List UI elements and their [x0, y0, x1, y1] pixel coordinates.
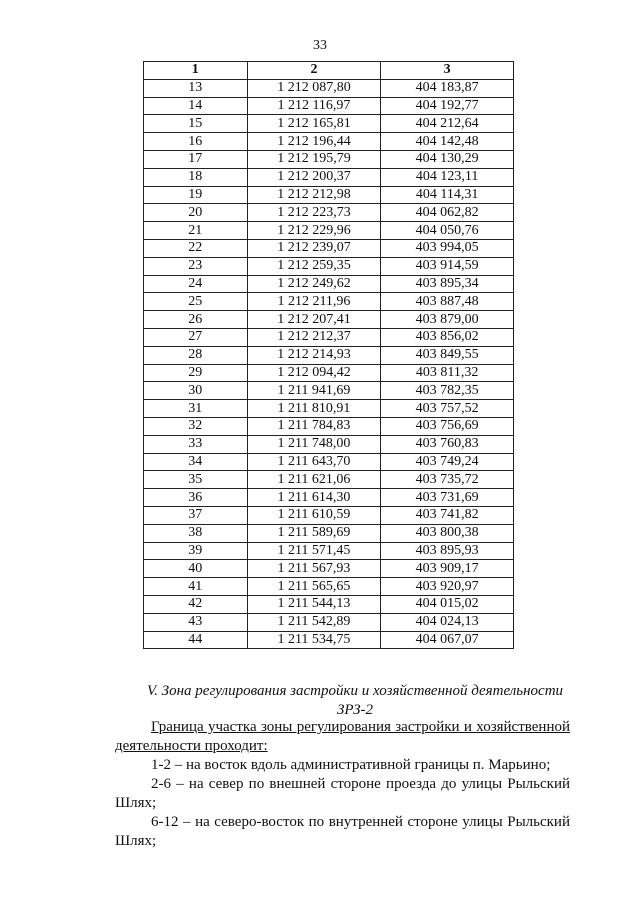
point-number-cell: 21 [144, 222, 248, 240]
table-row [144, 471, 514, 489]
x-coordinate-cell: 1 212 211,96 [247, 293, 381, 311]
table-row [144, 489, 514, 507]
y-coordinate-cell: 404 212,64 [381, 115, 514, 133]
y-coordinate-cell: 403 760,83 [381, 435, 514, 453]
x-coordinate-cell: 1 212 207,41 [247, 311, 381, 329]
table-row [144, 97, 514, 115]
y-coordinate-cell: 403 811,32 [381, 364, 514, 382]
x-coordinate-cell: 1 212 249,62 [247, 275, 381, 293]
point-number-cell: 14 [144, 97, 248, 115]
point-number-cell: 18 [144, 168, 248, 186]
point-number-cell: 40 [144, 560, 248, 578]
point-number-cell: 36 [144, 489, 248, 507]
y-coordinate-cell: 403 782,35 [381, 382, 514, 400]
section-code: ЗРЗ-2 [336, 702, 373, 718]
point-number-cell: 35 [144, 471, 248, 489]
y-coordinate-cell: 403 895,93 [381, 542, 514, 560]
boundary-description [115, 718, 570, 851]
table-row [144, 328, 514, 346]
x-coordinate-cell: 1 211 571,45 [247, 542, 381, 560]
y-coordinate-cell: 403 887,48 [381, 293, 514, 311]
y-coordinate-cell: 403 895,34 [381, 275, 514, 293]
y-coordinate-cell: 403 879,00 [381, 311, 514, 329]
page-number: 33 [313, 38, 327, 53]
table-row [144, 168, 514, 186]
y-coordinate-cell: 404 123,11 [381, 168, 514, 186]
boundary-item: 2-6 – на север по внешней стороне проезда до улицы Рыльский Шлях; [115, 776, 570, 811]
x-coordinate-cell: 1 211 565,65 [247, 578, 381, 596]
x-coordinate-cell: 1 212 094,42 [247, 364, 381, 382]
table-row [144, 204, 514, 222]
point-number-cell: 17 [144, 150, 248, 168]
table-row [144, 239, 514, 257]
x-coordinate-cell: 1 211 589,69 [247, 524, 381, 542]
point-number-cell: 32 [144, 417, 248, 435]
y-coordinate-cell: 403 914,59 [381, 257, 514, 275]
y-coordinate-cell: 404 130,29 [381, 150, 514, 168]
y-coordinate-cell: 403 856,02 [381, 328, 514, 346]
table-row [144, 453, 514, 471]
table-row [144, 150, 514, 168]
y-coordinate-cell: 403 849,55 [381, 346, 514, 364]
table-row [144, 222, 514, 240]
x-coordinate-cell: 1 211 567,93 [247, 560, 381, 578]
point-number-cell: 41 [144, 578, 248, 596]
y-coordinate-cell: 403 800,38 [381, 524, 514, 542]
y-coordinate-cell: 403 757,52 [381, 400, 514, 418]
point-number-cell: 24 [144, 275, 248, 293]
boundary-item: 6-12 – на северо-восток по внутренней стороне улицы Рыльский Шлях; [115, 814, 570, 849]
x-coordinate-cell: 1 211 748,00 [247, 435, 381, 453]
x-coordinate-cell: 1 212 212,98 [247, 186, 381, 204]
x-coordinate-cell: 1 212 223,73 [247, 204, 381, 222]
x-coordinate-cell: 1 212 229,96 [247, 222, 381, 240]
y-coordinate-cell: 403 741,82 [381, 506, 514, 524]
table-body [144, 79, 514, 649]
x-coordinate-cell: 1 212 196,44 [247, 133, 381, 151]
table-row [144, 293, 514, 311]
x-coordinate-cell: 1 211 614,30 [247, 489, 381, 507]
y-coordinate-cell: 403 909,17 [381, 560, 514, 578]
x-coordinate-cell: 1 212 165,81 [247, 115, 381, 133]
table-row [144, 417, 514, 435]
table-row [144, 115, 514, 133]
point-number-cell: 42 [144, 595, 248, 613]
point-number-cell: 31 [144, 400, 248, 418]
point-number-cell: 25 [144, 293, 248, 311]
boundary-intro: Граница участка зоны регулирования застройки и хозяйственной деятельности проходит: [115, 719, 570, 754]
table-row [144, 542, 514, 560]
point-number-cell: 39 [144, 542, 248, 560]
y-coordinate-cell: 403 749,24 [381, 453, 514, 471]
point-number-cell: 20 [144, 204, 248, 222]
x-coordinate-cell: 1 212 214,93 [247, 346, 381, 364]
y-coordinate-cell: 404 183,87 [381, 79, 514, 97]
y-coordinate-cell: 403 994,05 [381, 239, 514, 257]
column-header: 2 [247, 62, 381, 80]
table-row [144, 346, 514, 364]
y-coordinate-cell: 403 920,97 [381, 578, 514, 596]
point-number-cell: 44 [144, 631, 248, 649]
y-coordinate-cell: 404 114,31 [381, 186, 514, 204]
point-number-cell: 15 [144, 115, 248, 133]
table-row [144, 364, 514, 382]
point-number-cell: 19 [144, 186, 248, 204]
x-coordinate-cell: 1 211 643,70 [247, 453, 381, 471]
table-row [144, 578, 514, 596]
table-row [144, 79, 514, 97]
point-number-cell: 27 [144, 328, 248, 346]
table-row [144, 560, 514, 578]
table-row [144, 186, 514, 204]
point-number-cell: 33 [144, 435, 248, 453]
y-coordinate-cell: 404 062,82 [381, 204, 514, 222]
y-coordinate-cell: 403 731,69 [381, 489, 514, 507]
x-coordinate-cell: 1 211 784,83 [247, 417, 381, 435]
table-row [144, 400, 514, 418]
point-number-cell: 30 [144, 382, 248, 400]
x-coordinate-cell: 1 211 534,75 [247, 631, 381, 649]
y-coordinate-cell: 403 756,69 [381, 417, 514, 435]
point-number-cell: 28 [144, 346, 248, 364]
table-row [144, 257, 514, 275]
table-row [144, 275, 514, 293]
y-coordinate-cell: 404 050,76 [381, 222, 514, 240]
point-number-cell: 22 [144, 239, 248, 257]
y-coordinate-cell: 404 192,77 [381, 97, 514, 115]
table-row [144, 133, 514, 151]
table-header-row [144, 62, 514, 80]
y-coordinate-cell: 403 735,72 [381, 471, 514, 489]
x-coordinate-cell: 1 211 621,06 [247, 471, 381, 489]
y-coordinate-cell: 404 067,07 [381, 631, 514, 649]
x-coordinate-cell: 1 212 116,97 [247, 97, 381, 115]
x-coordinate-cell: 1 211 544,13 [247, 595, 381, 613]
x-coordinate-cell: 1 212 195,79 [247, 150, 381, 168]
table-row [144, 506, 514, 524]
boundary-item: 1-2 – на восток вдоль административной границы п. Марьино; [151, 757, 551, 773]
column-header: 1 [144, 62, 248, 80]
x-coordinate-cell: 1 212 259,35 [247, 257, 381, 275]
x-coordinate-cell: 1 212 239,07 [247, 239, 381, 257]
point-number-cell: 37 [144, 506, 248, 524]
point-number-cell: 29 [144, 364, 248, 382]
point-number-cell: 26 [144, 311, 248, 329]
y-coordinate-cell: 404 142,48 [381, 133, 514, 151]
x-coordinate-cell: 1 212 200,37 [247, 168, 381, 186]
point-number-cell: 16 [144, 133, 248, 151]
point-number-cell: 23 [144, 257, 248, 275]
column-header: 3 [381, 62, 514, 80]
x-coordinate-cell: 1 211 941,69 [247, 382, 381, 400]
point-number-cell: 13 [144, 79, 248, 97]
table-row [144, 382, 514, 400]
table-row [144, 435, 514, 453]
point-number-cell: 43 [144, 613, 248, 631]
coordinates-table [143, 61, 514, 649]
table-row [144, 631, 514, 649]
y-coordinate-cell: 404 015,02 [381, 595, 514, 613]
table-row [144, 311, 514, 329]
table-row [144, 595, 514, 613]
table-row [144, 613, 514, 631]
y-coordinate-cell: 404 024,13 [381, 613, 514, 631]
point-number-cell: 34 [144, 453, 248, 471]
x-coordinate-cell: 1 211 542,89 [247, 613, 381, 631]
x-coordinate-cell: 1 212 087,80 [247, 79, 381, 97]
table-row [144, 524, 514, 542]
x-coordinate-cell: 1 212 212,37 [247, 328, 381, 346]
x-coordinate-cell: 1 211 610,59 [247, 506, 381, 524]
point-number-cell: 38 [144, 524, 248, 542]
x-coordinate-cell: 1 211 810,91 [247, 400, 381, 418]
section-title: V. Зона регулирования застройки и хозяйственной деятельности [146, 683, 564, 699]
